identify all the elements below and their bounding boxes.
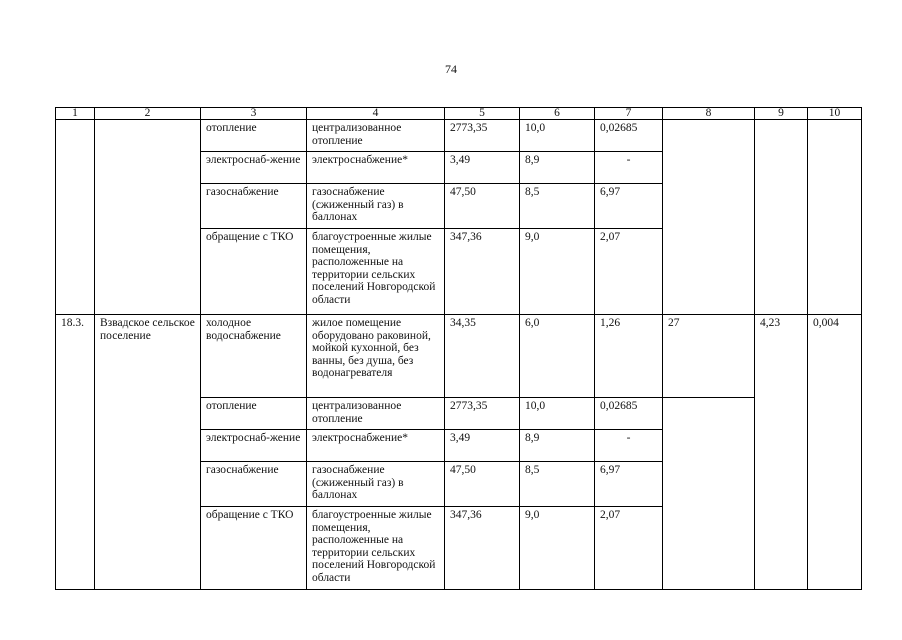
service-cell: газоснабжение (201, 184, 307, 229)
value-cell: 27 (663, 315, 755, 398)
settlement-name-cell: Взвадское сельское поселение (95, 315, 201, 590)
column-header: 9 (755, 108, 808, 120)
value-cell: 2,07 (595, 507, 663, 590)
column-header: 5 (445, 108, 520, 120)
value-cell: 347,36 (445, 229, 520, 315)
value-cell: - (595, 152, 663, 184)
service-cell: отопление (201, 120, 307, 152)
value-cell (663, 120, 755, 315)
value-cell: 4,23 (755, 315, 808, 590)
settlement-name-cell (95, 120, 201, 315)
value-cell: 8,5 (520, 462, 595, 507)
service-cell: газоснабжение (201, 462, 307, 507)
value-cell: 8,9 (520, 430, 595, 462)
table-row (56, 120, 862, 152)
column-header: 2 (95, 108, 201, 120)
condition-cell: благоустроенные жилые помещения, расположенные на территории сельских поселений Новгородской области (307, 507, 445, 590)
value-cell: 2,07 (595, 229, 663, 315)
value-cell: 10,0 (520, 120, 595, 152)
column-header: 4 (307, 108, 445, 120)
value-cell (755, 120, 808, 315)
value-cell: 3,49 (445, 152, 520, 184)
value-cell: 6,97 (595, 184, 663, 229)
value-cell: 6,97 (595, 462, 663, 507)
condition-cell: централизованное отопление (307, 398, 445, 430)
condition-cell: газоснабжение (сжиженный газ) в баллонах (307, 184, 445, 229)
tariff-table (55, 107, 862, 590)
value-cell: 2773,35 (445, 398, 520, 430)
service-cell: электроснаб-жение (201, 152, 307, 184)
settlement-number-cell (56, 120, 95, 315)
value-cell: 347,36 (445, 507, 520, 590)
column-header: 3 (201, 108, 307, 120)
value-cell: 8,9 (520, 152, 595, 184)
service-cell: электроснаб-жение (201, 430, 307, 462)
value-cell: - (595, 430, 663, 462)
value-cell (808, 120, 862, 315)
column-header: 8 (663, 108, 755, 120)
service-cell: обращение с ТКО (201, 229, 307, 315)
page-number: 74 (445, 62, 457, 76)
value-cell: 47,50 (445, 184, 520, 229)
value-cell: 34,35 (445, 315, 520, 398)
value-cell: 1,26 (595, 315, 663, 398)
condition-cell: газоснабжение (сжиженный газ) в баллонах (307, 462, 445, 507)
condition-cell: электроснабжение* (307, 430, 445, 462)
value-cell: 0,004 (808, 315, 862, 590)
column-header: 7 (595, 108, 663, 120)
value-cell: 0,02685 (595, 398, 663, 430)
value-cell: 0,02685 (595, 120, 663, 152)
column-header: 6 (520, 108, 595, 120)
service-cell: холодное водоснабжение (201, 315, 307, 398)
value-cell: 9,0 (520, 507, 595, 590)
column-header: 1 (56, 108, 95, 120)
column-header: 10 (808, 108, 862, 120)
value-cell: 9,0 (520, 229, 595, 315)
condition-cell: жилое помещение оборудовано раковиной, мойкой кухонной, без ванны, без душа, без водонагревателя (307, 315, 445, 398)
service-cell: отопление (201, 398, 307, 430)
value-cell: 8,5 (520, 184, 595, 229)
condition-cell: благоустроенные жилые помещения, расположенные на территории сельских поселений Новгородской области (307, 229, 445, 315)
service-cell: обращение с ТКО (201, 507, 307, 590)
settlement-number-cell: 18.3. (56, 315, 95, 590)
value-cell: 10,0 (520, 398, 595, 430)
value-cell: 6,0 (520, 315, 595, 398)
condition-cell: централизованное отопление (307, 120, 445, 152)
value-cell (663, 398, 755, 590)
value-cell: 2773,35 (445, 120, 520, 152)
column-number-header-row (56, 108, 862, 120)
value-cell: 47,50 (445, 462, 520, 507)
table-row (56, 315, 862, 398)
condition-cell: электроснабжение* (307, 152, 445, 184)
value-cell: 3,49 (445, 430, 520, 462)
